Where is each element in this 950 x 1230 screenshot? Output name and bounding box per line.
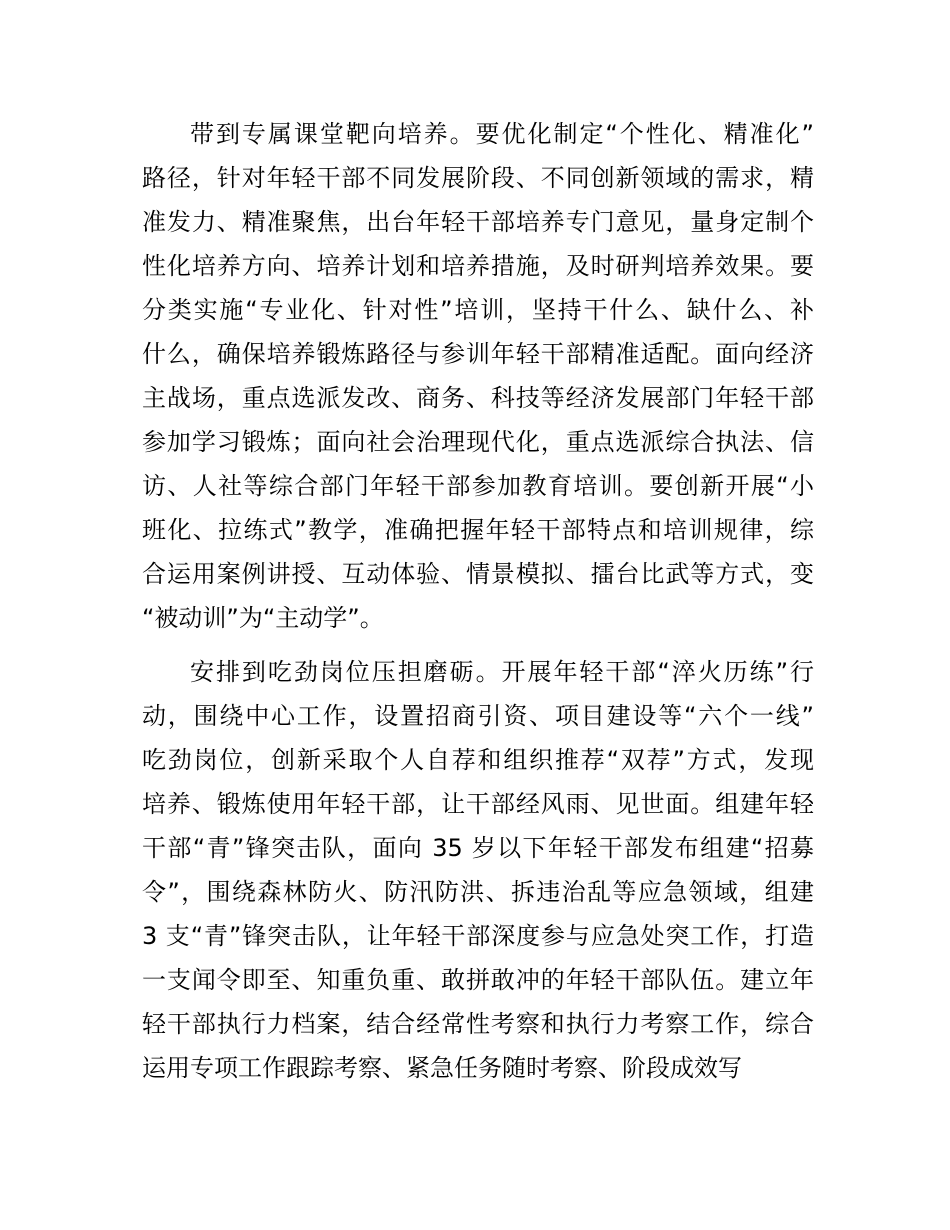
text-line: 安排到吃劲岗位压担磨砺。开展年轻干部“淬火历练”行 — [190, 658, 814, 686]
text-line: 什么，确保培养锻炼路径与参训年轻干部精准适配。面向经济 — [142, 340, 814, 368]
text-line: 一支闻令即至、知重负重、敢拼敢冲的年轻干部队伍。建立年 — [142, 966, 814, 994]
text-line: 运用专项工作跟踪考察、紧急任务随时考察、阶段成效写 — [142, 1054, 742, 1082]
text-line: 准发力、精准聚焦，出台年轻干部培养专门意见，量身定制个 — [142, 208, 814, 236]
text-line: 带到专属课堂靶向培养。要优化制定“个性化、精准化” — [190, 120, 814, 148]
text-line: 动，围绕中心工作，设置招商引资、项目建设等“六个一线” — [142, 702, 814, 730]
text-line: 参加学习锻炼；面向社会治理现代化，重点选派综合执法、信 — [142, 428, 814, 456]
paragraph-gap — [142, 640, 814, 650]
text-line: 令”，围绕森林防火、防汛防洪、拆违治乱等应急领域，组建 — [142, 878, 814, 906]
text-line: 访、人社等综合部门年轻干部参加教育培训。要创新开展“小 — [142, 472, 814, 500]
paragraph-2 — [142, 650, 814, 1090]
text-line: 合运用案例讲授、互动体验、情景模拟、擂台比武等方式，变 — [142, 560, 814, 588]
text-line: 性化培养方向、培养计划和培养措施，及时研判培养效果。要 — [142, 252, 814, 280]
text-line: 干部“青”锋突击队，面向 35 岁以下年轻干部发布组建“招募 — [142, 834, 814, 862]
text-line: 主战场，重点选派发改、商务、科技等经济发展部门年轻干部 — [142, 384, 814, 412]
text-line: 轻干部执行力档案，结合经常性考察和执行力考察工作，综合 — [142, 1010, 814, 1038]
paragraph-1 — [142, 112, 814, 640]
text-line: 分类实施“专业化、针对性”培训，坚持干什么、缺什么、补 — [142, 296, 814, 324]
document-body — [142, 112, 814, 1090]
text-line: 3 支“青”锋突击队，让年轻干部深度参与应急处突工作，打造 — [142, 922, 814, 950]
text-line: 培养、锻炼使用年轻干部，让干部经风雨、见世面。组建年轻 — [142, 790, 814, 818]
text-line: “被动训”为“主动学”。 — [142, 604, 384, 632]
text-line: 路径，针对年轻干部不同发展阶段、不同创新领域的需求，精 — [142, 164, 814, 192]
text-line: 班化、拉练式”教学，准确把握年轻干部特点和培训规律，综 — [142, 516, 814, 544]
text-line: 吃劲岗位，创新采取个人自荐和组织推荐“双荐”方式，发现 — [142, 746, 814, 774]
